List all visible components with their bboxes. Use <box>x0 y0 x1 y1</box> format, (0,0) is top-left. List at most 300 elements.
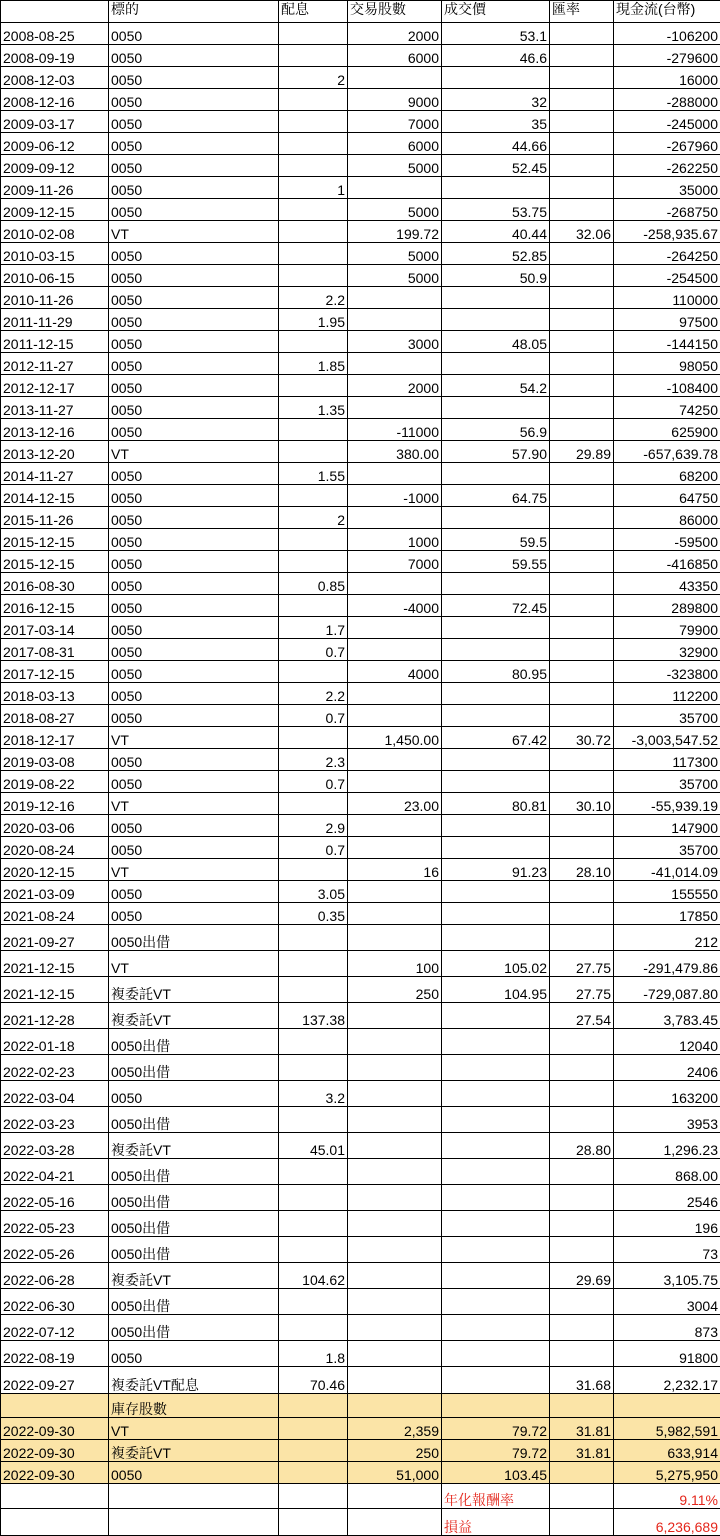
fx-rate-cell: 27.75 <box>550 951 614 977</box>
shares-cell: 5000 <box>348 199 442 221</box>
symbol-cell: 0050 <box>109 661 279 683</box>
fx-rate-cell <box>550 1315 614 1341</box>
cash-flow-cell: 98050 <box>614 353 720 375</box>
date-cell: 2008-12-03 <box>1 67 109 89</box>
date-cell: 2021-12-28 <box>1 1003 109 1029</box>
table-row <box>1 617 720 639</box>
dividend-cell <box>279 1211 348 1237</box>
shares-cell <box>348 837 442 859</box>
fx-rate-cell <box>550 485 614 507</box>
cash-flow-cell: 625900 <box>614 419 720 441</box>
cash-flow-cell: 16000 <box>614 67 720 89</box>
fx-rate-cell <box>550 1029 614 1055</box>
cash-flow-cell: -657,639.78 <box>614 441 720 463</box>
dividend-cell: 2.2 <box>279 683 348 705</box>
fx-rate-cell: 31.68 <box>550 1367 614 1394</box>
dividend-cell <box>279 529 348 551</box>
symbol-cell: 0050 <box>109 287 279 309</box>
dividend-cell <box>279 1394 348 1418</box>
symbol-cell: 0050 <box>109 617 279 639</box>
price-cell: 59.55 <box>442 551 550 573</box>
header-dividend: 配息 <box>279 1 348 23</box>
fx-rate-cell <box>550 617 614 639</box>
cash-flow-cell: 97500 <box>614 309 720 331</box>
shares-cell <box>348 683 442 705</box>
table-row <box>1 419 720 441</box>
table-row <box>1 1159 720 1185</box>
symbol-cell: 0050 <box>109 771 279 793</box>
dividend-cell: 0.85 <box>279 573 348 595</box>
shares-cell <box>348 1055 442 1081</box>
dividend-cell: 2.9 <box>279 815 348 837</box>
dividend-cell: 45.01 <box>279 1133 348 1159</box>
date-cell <box>1 1394 109 1418</box>
cash-flow-cell: -106200 <box>614 23 720 45</box>
cash-flow-cell: -55,939.19 <box>614 793 720 815</box>
dividend-cell <box>279 133 348 155</box>
cash-flow-cell: 110000 <box>614 287 720 309</box>
date-cell: 2009-12-15 <box>1 199 109 221</box>
date-cell: 2013-12-16 <box>1 419 109 441</box>
fx-rate-cell: 30.72 <box>550 727 614 749</box>
table-row <box>1 903 720 925</box>
dividend-cell <box>279 419 348 441</box>
shares-cell <box>348 1029 442 1055</box>
symbol-cell: 0050出借 <box>109 1211 279 1237</box>
fx-rate-cell <box>550 1289 614 1315</box>
symbol-cell: 複委託VT <box>109 977 279 1003</box>
symbol-cell: 0050 <box>109 243 279 265</box>
cash-flow-cell: 2406 <box>614 1055 720 1081</box>
cash-flow-cell: 1,296.23 <box>614 1133 720 1159</box>
symbol-cell: 0050出借 <box>109 1055 279 1081</box>
price-cell <box>442 617 550 639</box>
shares-cell: 1,450.00 <box>348 727 442 749</box>
cash-flow-cell: -59500 <box>614 529 720 551</box>
empty-cell <box>1 1509 109 1536</box>
table-row <box>1 397 720 419</box>
date-cell: 2015-12-15 <box>1 551 109 573</box>
dividend-cell: 1.8 <box>279 1341 348 1367</box>
date-cell: 2012-11-27 <box>1 353 109 375</box>
cash-flow-cell: 73 <box>614 1237 720 1263</box>
table-row <box>1 1315 720 1341</box>
table-row <box>1 977 720 1003</box>
empty-cell <box>109 1484 279 1509</box>
pnl-row <box>1 1509 720 1536</box>
pnl-value: 6,236,689 <box>614 1509 720 1536</box>
header-date <box>1 1 109 23</box>
shares-cell <box>348 1367 442 1394</box>
symbol-cell: VT <box>109 441 279 463</box>
date-cell: 2019-12-16 <box>1 793 109 815</box>
price-cell: 52.85 <box>442 243 550 265</box>
empty-cell <box>1 1484 109 1509</box>
price-cell <box>442 507 550 529</box>
cash-flow-cell: -245000 <box>614 111 720 133</box>
shares-cell <box>348 1159 442 1185</box>
price-cell: 64.75 <box>442 485 550 507</box>
dividend-cell: 2 <box>279 67 348 89</box>
cash-flow-cell: -3,003,547.52 <box>614 727 720 749</box>
price-cell <box>442 1185 550 1211</box>
date-cell: 2022-03-28 <box>1 1133 109 1159</box>
dividend-cell <box>279 1289 348 1315</box>
table-row <box>1 1055 720 1081</box>
shares-cell: 2000 <box>348 375 442 397</box>
table-row <box>1 1133 720 1159</box>
cash-flow-cell: 868.00 <box>614 1159 720 1185</box>
date-cell: 2011-11-29 <box>1 309 109 331</box>
cash-flow-cell: 74250 <box>614 397 720 419</box>
date-cell: 2021-12-15 <box>1 977 109 1003</box>
price-cell: 53.75 <box>442 199 550 221</box>
dividend-cell <box>279 23 348 45</box>
table-row <box>1 639 720 661</box>
shares-cell <box>348 1315 442 1341</box>
inventory-label: 庫存股數 <box>109 1394 279 1418</box>
symbol-cell: 0050 <box>109 529 279 551</box>
symbol-cell: 0050 <box>109 133 279 155</box>
symbol-cell: 複委託VT <box>109 1133 279 1159</box>
cash-flow-cell: 3004 <box>614 1289 720 1315</box>
date-cell: 2018-12-17 <box>1 727 109 749</box>
cash-flow-cell: 163200 <box>614 1081 720 1107</box>
date-cell: 2015-12-15 <box>1 529 109 551</box>
fx-rate-cell <box>550 463 614 485</box>
shares-cell <box>348 177 442 199</box>
symbol-cell: 0050出借 <box>109 925 279 951</box>
fx-rate-cell <box>550 507 614 529</box>
date-cell: 2022-02-23 <box>1 1055 109 1081</box>
symbol-cell: 0050 <box>109 837 279 859</box>
fx-rate-cell <box>550 551 614 573</box>
dividend-cell <box>279 661 348 683</box>
symbol-cell: 0050 <box>109 551 279 573</box>
fx-rate-cell <box>550 683 614 705</box>
shares-cell <box>348 1341 442 1367</box>
fx-rate-cell <box>550 573 614 595</box>
cash-flow-cell: 147900 <box>614 815 720 837</box>
shares-cell <box>348 1211 442 1237</box>
dividend-cell: 1.7 <box>279 617 348 639</box>
price-cell <box>442 639 550 661</box>
date-cell: 2022-05-26 <box>1 1237 109 1263</box>
shares-cell: 2000 <box>348 23 442 45</box>
fx-rate-cell <box>550 67 614 89</box>
cash-flow-cell: 3,105.75 <box>614 1263 720 1289</box>
price-cell: 79.72 <box>442 1418 550 1440</box>
fx-rate-cell: 27.75 <box>550 977 614 1003</box>
symbol-cell: 0050 <box>109 353 279 375</box>
shares-cell: 5000 <box>348 155 442 177</box>
inventory-label-row <box>1 1394 720 1418</box>
symbol-cell: 0050出借 <box>109 1289 279 1315</box>
date-cell: 2022-07-12 <box>1 1315 109 1341</box>
price-cell: 79.72 <box>442 1440 550 1462</box>
date-cell: 2008-12-16 <box>1 89 109 111</box>
date-cell: 2014-12-15 <box>1 485 109 507</box>
price-cell <box>442 1211 550 1237</box>
cash-flow-cell: 64750 <box>614 485 720 507</box>
dividend-cell: 1.85 <box>279 353 348 375</box>
shares-cell <box>348 1081 442 1107</box>
shares-cell: 5000 <box>348 265 442 287</box>
price-cell <box>442 837 550 859</box>
price-cell: 35 <box>442 111 550 133</box>
dividend-cell: 2 <box>279 507 348 529</box>
dividend-cell <box>279 1462 348 1484</box>
fx-rate-cell <box>550 331 614 353</box>
dividend-cell: 1.95 <box>279 309 348 331</box>
shares-cell <box>348 705 442 727</box>
table-row <box>1 683 720 705</box>
price-cell <box>442 683 550 705</box>
dividend-cell <box>279 977 348 1003</box>
empty-cell <box>550 1509 614 1536</box>
symbol-cell: 0050 <box>109 23 279 45</box>
price-cell: 59.5 <box>442 529 550 551</box>
cash-flow-cell: 289800 <box>614 595 720 617</box>
price-cell <box>442 771 550 793</box>
inventory-row <box>1 1440 720 1462</box>
shares-cell: 100 <box>348 951 442 977</box>
price-cell: 46.6 <box>442 45 550 67</box>
date-cell: 2019-03-08 <box>1 749 109 771</box>
dividend-cell <box>279 1237 348 1263</box>
cash-flow-cell: 112200 <box>614 683 720 705</box>
cash-flow-cell: 3953 <box>614 1107 720 1133</box>
shares-cell <box>348 309 442 331</box>
date-cell: 2009-11-26 <box>1 177 109 199</box>
symbol-cell: 0050 <box>109 1081 279 1107</box>
fx-rate-cell <box>550 89 614 111</box>
header-price: 成交價 <box>442 1 550 23</box>
dividend-cell: 2.2 <box>279 287 348 309</box>
cash-flow-cell: -262250 <box>614 155 720 177</box>
date-cell: 2021-03-09 <box>1 881 109 903</box>
table-row <box>1 67 720 89</box>
fx-rate-cell <box>550 243 614 265</box>
shares-cell <box>348 1263 442 1289</box>
price-cell <box>442 749 550 771</box>
symbol-cell: 複委託VT <box>109 1263 279 1289</box>
fx-rate-cell <box>550 661 614 683</box>
price-cell: 44.66 <box>442 133 550 155</box>
cash-flow-cell: 2,232.17 <box>614 1367 720 1394</box>
symbol-cell: 0050 <box>109 419 279 441</box>
dividend-cell: 0.7 <box>279 639 348 661</box>
symbol-cell: 0050 <box>109 749 279 771</box>
table-row <box>1 331 720 353</box>
annualized-return-row <box>1 1484 720 1509</box>
date-cell: 2014-11-27 <box>1 463 109 485</box>
table-row <box>1 309 720 331</box>
shares-cell <box>348 881 442 903</box>
shares-cell <box>348 1003 442 1029</box>
shares-cell: 199.72 <box>348 221 442 243</box>
price-cell <box>442 1003 550 1029</box>
date-cell: 2018-08-27 <box>1 705 109 727</box>
fx-rate-cell <box>550 1237 614 1263</box>
cash-flow-cell <box>614 1394 720 1418</box>
price-cell: 54.2 <box>442 375 550 397</box>
dividend-cell <box>279 1107 348 1133</box>
price-cell: 67.42 <box>442 727 550 749</box>
fx-rate-cell <box>550 265 614 287</box>
table-row <box>1 951 720 977</box>
fx-rate-cell <box>550 529 614 551</box>
fx-rate-cell <box>550 1055 614 1081</box>
symbol-cell: 0050 <box>109 903 279 925</box>
table-row <box>1 1003 720 1029</box>
date-cell: 2010-03-15 <box>1 243 109 265</box>
date-cell: 2021-12-15 <box>1 951 109 977</box>
fx-rate-cell <box>550 111 614 133</box>
symbol-cell: 複委託VT配息 <box>109 1367 279 1394</box>
header-cash-flow: 現金流(台幣) <box>614 1 720 23</box>
price-cell <box>442 177 550 199</box>
cash-flow-cell: 35700 <box>614 771 720 793</box>
symbol-cell: 0050出借 <box>109 1237 279 1263</box>
cash-flow-cell: -288000 <box>614 89 720 111</box>
symbol-cell: 0050 <box>109 485 279 507</box>
cash-flow-cell: -264250 <box>614 243 720 265</box>
dividend-cell <box>279 331 348 353</box>
pnl-label: 損益 <box>442 1509 550 1536</box>
price-cell <box>442 463 550 485</box>
table-row <box>1 1107 720 1133</box>
dividend-cell: 1.35 <box>279 397 348 419</box>
shares-cell <box>348 287 442 309</box>
symbol-cell: 0050出借 <box>109 1029 279 1055</box>
empty-cell <box>550 1484 614 1509</box>
date-cell: 2022-01-18 <box>1 1029 109 1055</box>
symbol-cell: VT <box>109 793 279 815</box>
date-cell: 2022-09-27 <box>1 1367 109 1394</box>
fx-rate-cell <box>550 749 614 771</box>
annualized-return-label: 年化報酬率 <box>442 1484 550 1509</box>
shares-cell <box>348 749 442 771</box>
table-row <box>1 1263 720 1289</box>
shares-cell: 16 <box>348 859 442 881</box>
fx-rate-cell <box>550 1211 614 1237</box>
shares-cell: 250 <box>348 1440 442 1462</box>
empty-cell <box>348 1484 442 1509</box>
date-cell: 2017-12-15 <box>1 661 109 683</box>
symbol-cell: 0050 <box>109 1341 279 1367</box>
fx-rate-cell <box>550 155 614 177</box>
date-cell: 2019-08-22 <box>1 771 109 793</box>
fx-rate-cell <box>550 925 614 951</box>
fx-rate-cell <box>550 881 614 903</box>
symbol-cell: 0050 <box>109 639 279 661</box>
shares-cell: 3000 <box>348 331 442 353</box>
cash-flow-cell: 212 <box>614 925 720 951</box>
dividend-cell <box>279 265 348 287</box>
table-row <box>1 1211 720 1237</box>
shares-cell: 6000 <box>348 133 442 155</box>
price-cell: 50.9 <box>442 265 550 287</box>
price-cell: 72.45 <box>442 595 550 617</box>
fx-rate-cell <box>550 419 614 441</box>
dividend-cell <box>279 925 348 951</box>
shares-cell <box>348 1394 442 1418</box>
fx-rate-cell <box>550 397 614 419</box>
dividend-cell <box>279 1315 348 1341</box>
shares-cell <box>348 903 442 925</box>
table-row <box>1 243 720 265</box>
cash-flow-cell: -729,087.80 <box>614 977 720 1003</box>
fx-rate-cell <box>550 639 614 661</box>
date-cell: 2021-08-24 <box>1 903 109 925</box>
table-row <box>1 485 720 507</box>
date-cell: 2022-03-04 <box>1 1081 109 1107</box>
symbol-cell: 0050 <box>109 45 279 67</box>
shares-cell <box>348 67 442 89</box>
shares-cell <box>348 1185 442 1211</box>
cash-flow-cell: -144150 <box>614 331 720 353</box>
symbol-cell: VT <box>109 221 279 243</box>
price-cell <box>442 1367 550 1394</box>
table-row <box>1 529 720 551</box>
dividend-cell <box>279 221 348 243</box>
price-cell: 105.02 <box>442 951 550 977</box>
table-row <box>1 1341 720 1367</box>
shares-cell: 1000 <box>348 529 442 551</box>
shares-cell: 250 <box>348 977 442 1003</box>
fx-rate-cell <box>550 45 614 67</box>
shares-cell: 5000 <box>348 243 442 265</box>
cash-flow-cell: 35700 <box>614 837 720 859</box>
cash-flow-cell: 117300 <box>614 749 720 771</box>
symbol-cell: 0050 <box>109 595 279 617</box>
symbol-cell: VT <box>109 727 279 749</box>
date-cell: 2009-09-12 <box>1 155 109 177</box>
dividend-cell: 104.62 <box>279 1263 348 1289</box>
price-cell <box>442 573 550 595</box>
cash-flow-cell: 5,982,591 <box>614 1418 720 1440</box>
date-cell: 2009-06-12 <box>1 133 109 155</box>
date-cell: 2010-11-26 <box>1 287 109 309</box>
date-cell: 2022-06-28 <box>1 1263 109 1289</box>
table-row <box>1 375 720 397</box>
fx-rate-cell <box>550 1081 614 1107</box>
date-cell: 2010-06-15 <box>1 265 109 287</box>
shares-cell <box>348 925 442 951</box>
symbol-cell: 0050 <box>109 199 279 221</box>
date-cell: 2017-08-31 <box>1 639 109 661</box>
table-row <box>1 771 720 793</box>
shares-cell: 51,000 <box>348 1462 442 1484</box>
table-row <box>1 1029 720 1055</box>
price-cell: 52.45 <box>442 155 550 177</box>
shares-cell <box>348 353 442 375</box>
price-cell: 57.90 <box>442 441 550 463</box>
dividend-cell <box>279 199 348 221</box>
symbol-cell: 0050出借 <box>109 1159 279 1185</box>
date-cell: 2022-05-16 <box>1 1185 109 1211</box>
symbol-cell: 複委託VT <box>109 1003 279 1029</box>
symbol-cell: 0050 <box>109 463 279 485</box>
date-cell: 2017-03-14 <box>1 617 109 639</box>
dividend-cell: 137.38 <box>279 1003 348 1029</box>
dividend-cell: 70.46 <box>279 1367 348 1394</box>
header-symbol: 標的 <box>109 1 279 23</box>
price-cell: 80.81 <box>442 793 550 815</box>
date-cell: 2020-12-15 <box>1 859 109 881</box>
shares-cell: 4000 <box>348 661 442 683</box>
